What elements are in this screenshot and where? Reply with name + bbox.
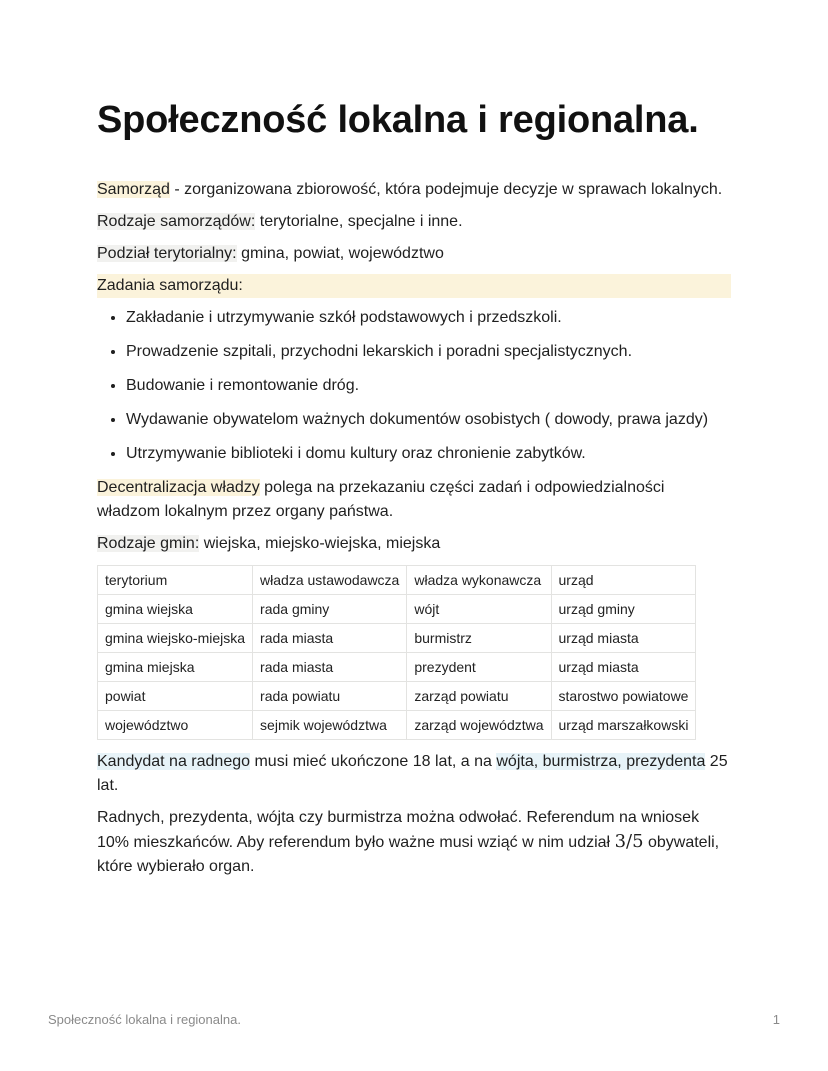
list-item: • Wydawanie obywatelom ważnych dokumentów osobistych ( dowody, prawa jazdy) [126, 408, 731, 432]
paragraph-referendum [97, 806, 731, 879]
table-cell: urząd gminy [551, 595, 696, 624]
table-row [98, 624, 696, 653]
paragraph-podzial [97, 242, 731, 266]
table-cell: burmistrz [407, 624, 551, 653]
paragraph-text: musi mieć ukończone 18 lat, a na [250, 753, 497, 770]
table-cell: rada miasta [253, 624, 407, 653]
tasks-list [97, 306, 731, 466]
table-cell: rada miasta [253, 653, 407, 682]
table-cell: władza ustawodawcza [253, 566, 407, 595]
table-cell: prezydent [407, 653, 551, 682]
paragraph-samorzad [97, 178, 731, 202]
heading-zadania: Zadania samorządu: [97, 274, 731, 298]
table-cell: gmina wiejsko-miejska [98, 624, 253, 653]
document-page [97, 96, 731, 887]
math-fraction: 3/5 [614, 831, 644, 852]
paragraph-text: 25 lat. [97, 753, 728, 794]
table-row [98, 682, 696, 711]
list-item: • Zakładanie i utrzymywanie szkół podstawowych i przedszkoli. [126, 306, 731, 330]
table-cell: terytorium [98, 566, 253, 595]
table-row [98, 711, 696, 740]
term-wojta: wójta, burmistrza, prezydenta [496, 753, 706, 770]
table-cell: urząd miasta [551, 653, 696, 682]
term-rodzaje-gmin: Rodzaje gmin: [97, 535, 200, 552]
table-cell: województwo [98, 711, 253, 740]
table-cell: zarząd województwa [407, 711, 551, 740]
table-row [98, 653, 696, 682]
table-cell: urząd [551, 566, 696, 595]
paragraph-text: obywateli, które wybierało organ. [97, 834, 720, 875]
list-item: • Prowadzenie szpitali, przychodni lekarskich i poradni specjalistycznych. [126, 340, 731, 364]
list-item: • Utrzymywanie biblioteki i domu kultury oraz chronienie zabytków. [126, 442, 731, 466]
page-footer [48, 1012, 780, 1027]
paragraph-kandydat [97, 750, 731, 798]
list-item: • Budowanie i remontowanie dróg. [126, 374, 731, 398]
table-cell: gmina miejska [98, 653, 253, 682]
term-podzial: Podział terytorialny: [97, 245, 237, 262]
paragraph-text: polega na przekazaniu części zadań i odpowiedzialności władzom lokalnym przez organy państwa. [97, 479, 665, 520]
table-cell: władza wykonawcza [407, 566, 551, 595]
footer-title: Społeczność lokalna i regionalna. [48, 1012, 241, 1027]
paragraph-decentralizacja [97, 476, 731, 524]
gminy-table [97, 565, 696, 740]
table-cell: sejmik województwa [253, 711, 407, 740]
table-cell: starostwo powiatowe [551, 682, 696, 711]
document-content [97, 178, 731, 879]
table-row [98, 566, 696, 595]
term-decentralizacja: Decentralizacja władzy [97, 479, 260, 496]
paragraph-rodzaje-gmin [97, 532, 731, 556]
table-cell: powiat [98, 682, 253, 711]
term-kandydat: Kandydat na radnego [97, 753, 251, 770]
table-cell: urząd marszałkowski [551, 711, 696, 740]
table-cell: zarząd powiatu [407, 682, 551, 711]
table-row [98, 595, 696, 624]
paragraph-text: wiejska, miejsko-wiejska, miejska [199, 535, 441, 552]
page-title: Społeczność lokalna i regionalna. [97, 99, 699, 141]
table-cell: wójt [407, 595, 551, 624]
table-cell: gmina wiejska [98, 595, 253, 624]
table-cell: rada gminy [253, 595, 407, 624]
paragraph-text: Radnych, prezydenta, wójta czy burmistrza można odwołać. Referendum na wniosek 10% mieszkańców. Aby referendum było ważne musi wziąć w nim udział [97, 809, 700, 851]
term-samorzad: Samorząd [97, 181, 170, 198]
paragraph-rodzaje-samorzadow [97, 210, 731, 234]
page-number: 1 [772, 1012, 780, 1027]
paragraph-text: - zorganizowana zbiorowość, która podejmuje decyzje w sprawach lokalnych. [169, 181, 723, 198]
paragraph-text: terytorialne, specjalne i inne. [255, 213, 463, 230]
table-cell: rada powiatu [253, 682, 407, 711]
term-rodzaje-samorzadow: Rodzaje samorządów: [97, 213, 256, 230]
table-cell: urząd miasta [551, 624, 696, 653]
paragraph-text: gmina, powiat, województwo [236, 245, 444, 262]
